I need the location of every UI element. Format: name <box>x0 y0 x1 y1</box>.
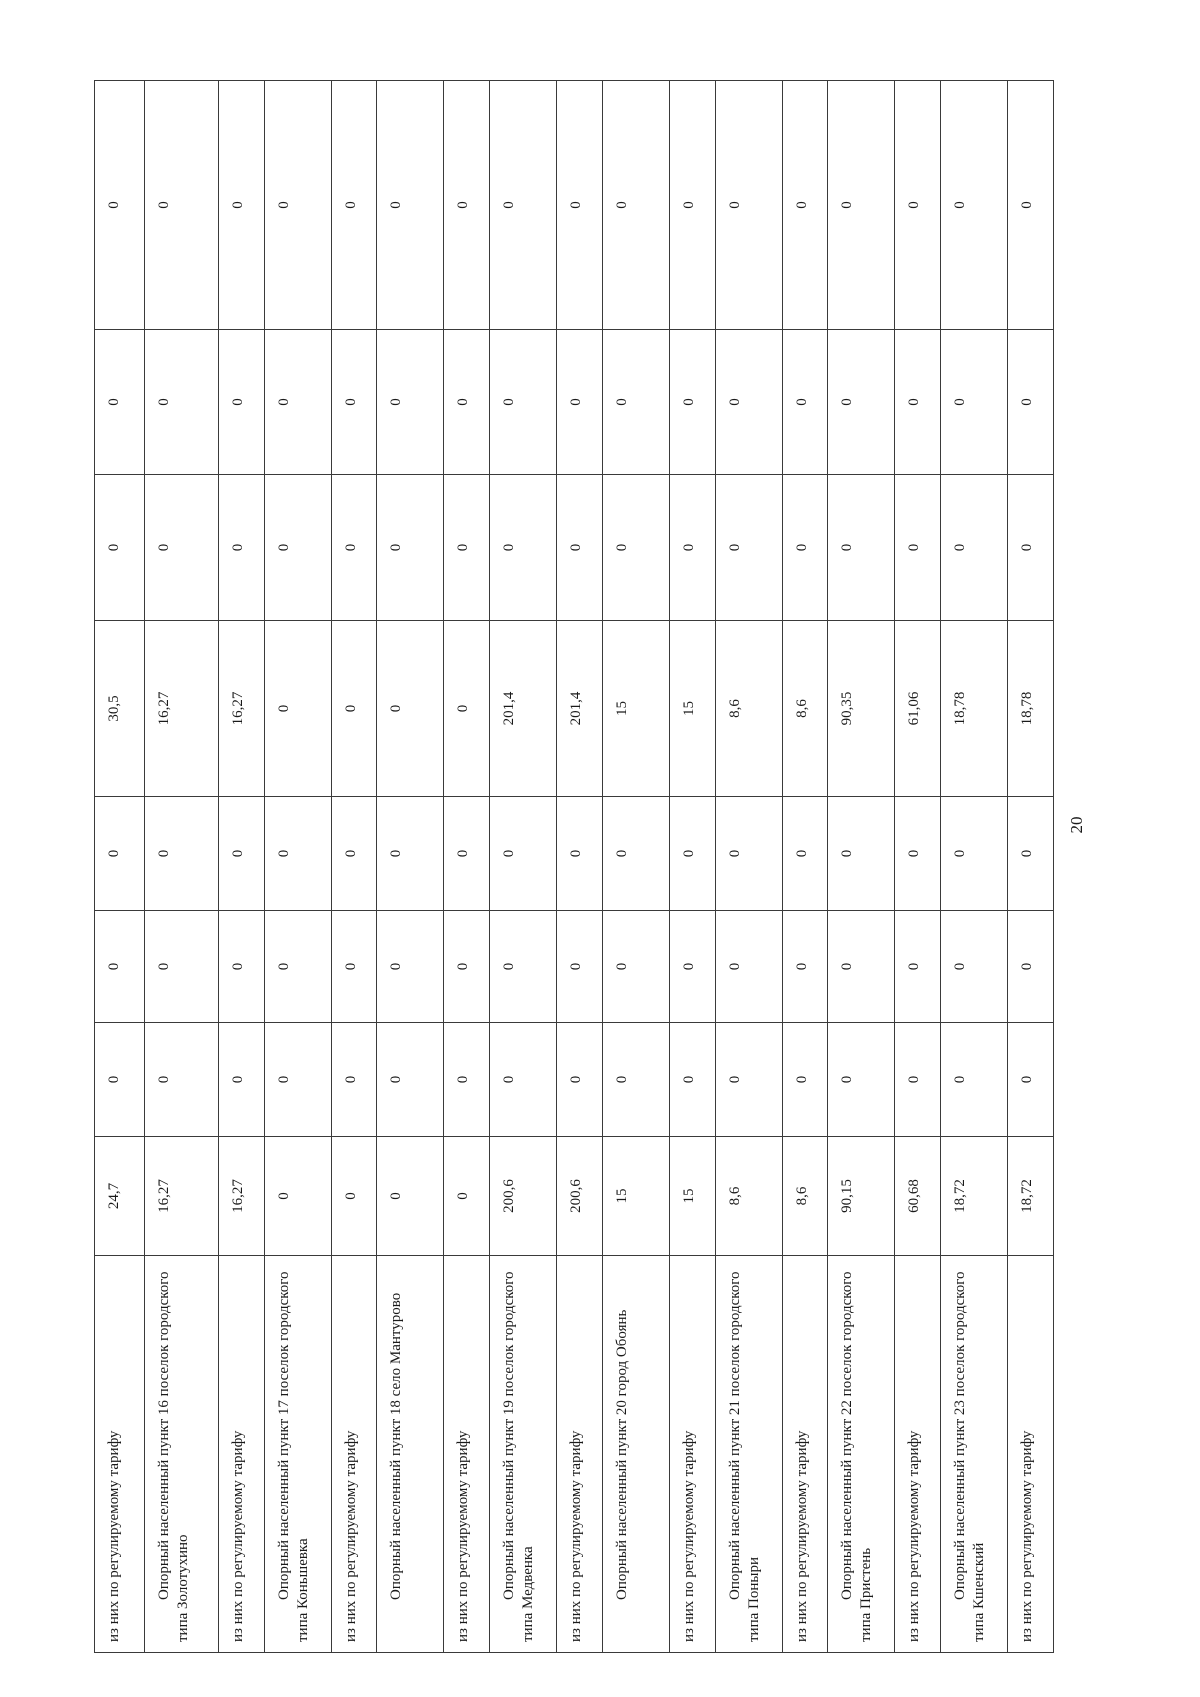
value-cell: 0 <box>331 81 377 330</box>
value-cell: 0 <box>669 797 715 911</box>
value-cell: 0 <box>444 475 490 621</box>
value-cell: 0 <box>264 330 331 475</box>
value-cell: 0 <box>602 911 669 1023</box>
value-cell: 0 <box>669 475 715 621</box>
value-cell: 0 <box>1008 475 1054 621</box>
value-cell: 0 <box>715 330 782 475</box>
value-cell: 0 <box>331 1023 377 1137</box>
value-cell: 0 <box>669 911 715 1023</box>
table-row <box>95 81 145 1653</box>
table-row <box>331 81 377 1653</box>
value-cell: 0 <box>377 330 444 475</box>
value-cell: 90,35 <box>828 621 895 797</box>
value-cell: 0 <box>828 81 895 330</box>
value-cell: 0 <box>557 1023 603 1137</box>
table-row <box>377 81 444 1653</box>
value-cell: 0 <box>377 1137 444 1256</box>
table-row <box>782 81 828 1653</box>
regulated-tariff-label: из них по регулируемому тарифу <box>669 1256 715 1653</box>
value-cell: 0 <box>490 330 557 475</box>
value-cell: 0 <box>669 1023 715 1137</box>
rotated-table-container <box>94 81 1054 1653</box>
value-cell: 0 <box>490 1023 557 1137</box>
value-cell: 0 <box>218 911 264 1023</box>
value-cell: 0 <box>490 797 557 911</box>
value-cell: 0 <box>145 330 219 475</box>
value-cell: 0 <box>782 81 828 330</box>
value-cell: 0 <box>377 81 444 330</box>
value-cell: 0 <box>95 81 145 330</box>
value-cell: 201,4 <box>557 621 603 797</box>
value-cell: 0 <box>557 81 603 330</box>
value-cell: 0 <box>715 911 782 1023</box>
value-cell: 8,6 <box>782 621 828 797</box>
value-cell: 0 <box>557 797 603 911</box>
value-cell: 0 <box>490 475 557 621</box>
value-cell: 16,27 <box>145 1137 219 1256</box>
value-cell: 0 <box>715 475 782 621</box>
value-cell: 8,6 <box>715 621 782 797</box>
page-number: 20 <box>1067 816 1086 834</box>
value-cell: 0 <box>95 797 145 911</box>
value-cell: 0 <box>444 1137 490 1256</box>
value-cell: 0 <box>941 911 1008 1023</box>
table-row <box>557 81 603 1653</box>
value-cell: 0 <box>377 797 444 911</box>
value-cell: 16,27 <box>145 621 219 797</box>
value-cell: 8,6 <box>782 1137 828 1256</box>
value-cell: 0 <box>145 81 219 330</box>
value-cell: 0 <box>828 911 895 1023</box>
value-cell: 0 <box>1008 911 1054 1023</box>
value-cell: 0 <box>669 330 715 475</box>
value-cell: 0 <box>669 81 715 330</box>
value-cell: 0 <box>782 911 828 1023</box>
value-cell: 0 <box>490 81 557 330</box>
value-cell: 16,27 <box>218 621 264 797</box>
value-cell: 0 <box>602 475 669 621</box>
value-cell: 0 <box>782 330 828 475</box>
value-cell: 0 <box>331 330 377 475</box>
value-cell: 90,15 <box>828 1137 895 1256</box>
value-cell: 0 <box>602 1023 669 1137</box>
value-cell: 0 <box>557 911 603 1023</box>
value-cell: 0 <box>331 797 377 911</box>
table-row <box>145 81 219 1653</box>
table-row <box>218 81 264 1653</box>
regulated-tariff-label: из них по регулируемому тарифу <box>218 1256 264 1653</box>
value-cell: 0 <box>557 475 603 621</box>
value-cell: 0 <box>1008 1023 1054 1137</box>
value-cell: 0 <box>941 475 1008 621</box>
value-cell: 0 <box>715 1023 782 1137</box>
value-cell: 0 <box>941 1023 1008 1137</box>
value-cell: 0 <box>377 475 444 621</box>
value-cell: 0 <box>895 797 941 911</box>
value-cell: 0 <box>331 475 377 621</box>
value-cell: 0 <box>145 911 219 1023</box>
value-cell: 0 <box>444 330 490 475</box>
table-row <box>941 81 1008 1653</box>
value-cell: 18,72 <box>1008 1137 1054 1256</box>
value-cell: 15 <box>669 1137 715 1256</box>
value-cell: 0 <box>828 330 895 475</box>
table-body <box>95 81 1054 1653</box>
value-cell: 0 <box>218 797 264 911</box>
settlement-name-cell: Опорный населенный пункт 19 поселок городского типа Медвенка <box>490 1256 557 1653</box>
value-cell: 0 <box>377 911 444 1023</box>
settlement-name-cell: Опорный населенный пункт 17 поселок городского типа Коньшевка <box>264 1256 331 1653</box>
value-cell: 0 <box>1008 81 1054 330</box>
value-cell: 0 <box>557 330 603 475</box>
value-cell: 0 <box>602 330 669 475</box>
regulated-tariff-label: из них по регулируемому тарифу <box>444 1256 490 1653</box>
value-cell: 30,5 <box>95 621 145 797</box>
value-cell: 0 <box>602 81 669 330</box>
value-cell: 15 <box>602 621 669 797</box>
value-cell: 0 <box>941 81 1008 330</box>
value-cell: 0 <box>145 1023 219 1137</box>
value-cell: 0 <box>715 81 782 330</box>
settlement-name-cell: Опорный населенный пункт 21 поселок городского типа Поныри <box>715 1256 782 1653</box>
value-cell: 0 <box>95 911 145 1023</box>
settlement-name-cell: Опорный населенный пункт 16 поселок городского типа Золотухино <box>145 1256 219 1653</box>
table-row <box>264 81 331 1653</box>
value-cell: 0 <box>895 81 941 330</box>
value-cell: 0 <box>715 797 782 911</box>
value-cell: 16,27 <box>218 1137 264 1256</box>
value-cell: 0 <box>264 1023 331 1137</box>
value-cell: 0 <box>264 621 331 797</box>
value-cell: 0 <box>145 475 219 621</box>
value-cell: 24,7 <box>95 1137 145 1256</box>
regulated-tariff-label: из них по регулируемому тарифу <box>95 1256 145 1653</box>
value-cell: 201,4 <box>490 621 557 797</box>
value-cell: 15 <box>669 621 715 797</box>
value-cell: 0 <box>218 81 264 330</box>
value-cell: 0 <box>444 1023 490 1137</box>
value-cell: 0 <box>264 911 331 1023</box>
value-cell: 0 <box>895 1023 941 1137</box>
regulated-tariff-label: из них по регулируемому тарифу <box>331 1256 377 1653</box>
value-cell: 0 <box>782 1023 828 1137</box>
value-cell: 0 <box>218 1023 264 1137</box>
value-cell: 0 <box>145 797 219 911</box>
value-cell: 0 <box>95 330 145 475</box>
value-cell: 0 <box>895 330 941 475</box>
settlement-name-cell: Опорный населенный пункт 20 город Обоянь <box>602 1256 669 1653</box>
value-cell: 0 <box>264 1137 331 1256</box>
settlement-name-cell: Опорный населенный пункт 22 поселок городского типа Пристень <box>828 1256 895 1653</box>
value-cell: 0 <box>895 475 941 621</box>
value-cell: 0 <box>444 81 490 330</box>
value-cell: 0 <box>444 621 490 797</box>
value-cell: 18,72 <box>941 1137 1008 1256</box>
value-cell: 0 <box>331 621 377 797</box>
value-cell: 200,6 <box>557 1137 603 1256</box>
value-cell: 8,6 <box>715 1137 782 1256</box>
table-row <box>602 81 669 1653</box>
value-cell: 0 <box>95 1023 145 1137</box>
value-cell: 0 <box>895 911 941 1023</box>
value-cell: 0 <box>218 475 264 621</box>
value-cell: 0 <box>1008 330 1054 475</box>
value-cell: 0 <box>782 797 828 911</box>
value-cell: 0 <box>444 911 490 1023</box>
value-cell: 0 <box>331 1137 377 1256</box>
regulated-tariff-label: из них по регулируемому тарифу <box>895 1256 941 1653</box>
value-cell: 0 <box>331 911 377 1023</box>
table-row <box>828 81 895 1653</box>
table-row <box>715 81 782 1653</box>
value-cell: 0 <box>264 81 331 330</box>
table-row <box>490 81 557 1653</box>
regulated-tariff-label: из них по регулируемому тарифу <box>782 1256 828 1653</box>
value-cell: 0 <box>490 911 557 1023</box>
value-cell: 0 <box>941 330 1008 475</box>
value-cell: 0 <box>377 1023 444 1137</box>
value-cell: 0 <box>828 797 895 911</box>
data-table <box>94 80 1054 1653</box>
value-cell: 0 <box>377 621 444 797</box>
settlement-name-cell: Опорный населенный пункт 18 село Мантурово <box>377 1256 444 1653</box>
value-cell: 0 <box>218 330 264 475</box>
table-row <box>444 81 490 1653</box>
value-cell: 0 <box>602 797 669 911</box>
value-cell: 15 <box>602 1137 669 1256</box>
table-row <box>895 81 941 1653</box>
regulated-tariff-label: из них по регулируемому тарифу <box>557 1256 603 1653</box>
value-cell: 0 <box>782 475 828 621</box>
value-cell: 0 <box>264 797 331 911</box>
value-cell: 60,68 <box>895 1137 941 1256</box>
value-cell: 0 <box>444 797 490 911</box>
regulated-tariff-label: из них по регулируемому тарифу <box>1008 1256 1054 1653</box>
settlement-name-cell: Опорный населенный пункт 23 поселок городского типа Кшенский <box>941 1256 1008 1653</box>
table-row <box>669 81 715 1653</box>
value-cell: 18,78 <box>941 621 1008 797</box>
value-cell: 61,06 <box>895 621 941 797</box>
value-cell: 0 <box>95 475 145 621</box>
value-cell: 200,6 <box>490 1137 557 1256</box>
value-cell: 0 <box>828 1023 895 1137</box>
value-cell: 0 <box>828 475 895 621</box>
value-cell: 18,78 <box>1008 621 1054 797</box>
value-cell: 0 <box>1008 797 1054 911</box>
value-cell: 0 <box>264 475 331 621</box>
table-row <box>1008 81 1054 1653</box>
value-cell: 0 <box>941 797 1008 911</box>
